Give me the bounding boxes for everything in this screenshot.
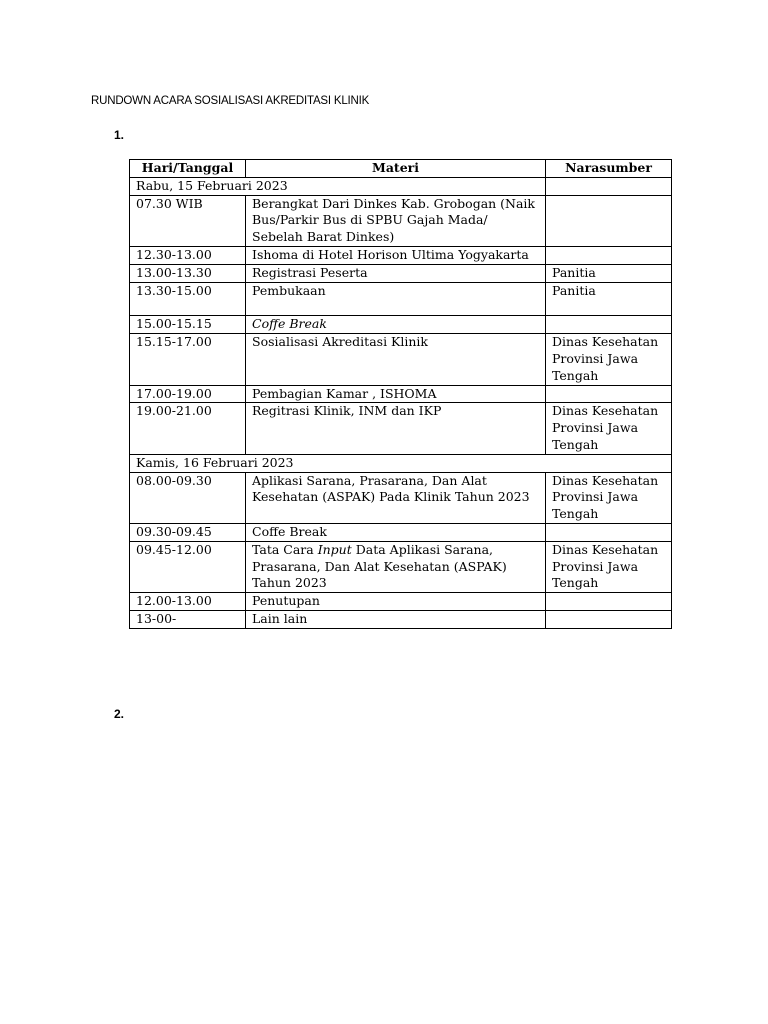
table-row (130, 403, 672, 454)
narasumber-cell: Dinas Kesehatan Provinsi Jawa Tengah (546, 334, 672, 385)
day-row (130, 454, 672, 472)
list-number-2: 2. (114, 707, 125, 721)
narasumber-cell: Panitia (546, 282, 672, 316)
day-label: Kamis, 16 Februari 2023 (130, 454, 672, 472)
materi-cell: Lain lain (246, 610, 546, 628)
time-cell: 17.00-19.00 (130, 385, 246, 403)
materi-italic-text: Input (317, 541, 352, 557)
table-row (130, 385, 672, 403)
materi-cell: Coffe Break (246, 316, 546, 334)
narasumber-cell (546, 385, 672, 403)
narasumber-cell (546, 195, 672, 246)
day-row (130, 177, 672, 195)
materi-cell: Berangkat Dari Dinkes Kab. Grobogan (Naik Bus/Parkir Bus di SPBU Gajah Mada/ Sebelah Barat Dinkes) (246, 195, 546, 246)
materi-cell: Pembagian Kamar , ISHOMA (246, 385, 546, 403)
time-cell: 09.45-12.00 (130, 541, 246, 592)
table-row (130, 282, 672, 316)
materi-cell: Coffe Break (246, 523, 546, 541)
list-number-1: 1. (114, 128, 125, 142)
materi-cell: Regitrasi Klinik, INM dan IKP (246, 403, 546, 454)
time-cell: 07.30 WIB (130, 195, 246, 246)
time-cell: 13.30-15.00 (130, 282, 246, 316)
time-cell: 12.00-13.00 (130, 593, 246, 611)
narasumber-cell (546, 316, 672, 334)
time-cell: 08.00-09.30 (130, 472, 246, 523)
materi-cell: Aplikasi Sarana, Prasarana, Dan Alat Kesehatan (ASPAK) Pada Klinik Tahun 2023 (246, 472, 546, 523)
table-row (130, 334, 672, 385)
narasumber-cell (546, 523, 672, 541)
materi-text: Data Aplikasi Sarana, Prasarana, Dan Alat Kesehatan (ASPAK) Tahun 2023 (252, 541, 507, 591)
narasumber-cell: Dinas Kesehatan Provinsi Jawa Tengah (546, 541, 672, 592)
time-cell: 12.30-13.00 (130, 246, 246, 264)
materi-cell: Ishoma di Hotel Horison Ultima Yogyakarta (246, 246, 546, 264)
table-row (130, 246, 672, 264)
narasumber-cell: Panitia (546, 264, 672, 282)
table-row (130, 264, 672, 282)
materi-cell (246, 541, 546, 592)
narasumber-cell (546, 610, 672, 628)
day-label: Rabu, 15 Februari 2023 (130, 177, 546, 195)
time-cell: 15.00-15.15 (130, 316, 246, 334)
materi-cell: Penutupan (246, 593, 546, 611)
header-hari-tanggal: Hari/Tanggal (130, 160, 246, 178)
document-title: RUNDOWN ACARA SOSIALISASI AKREDITASI KLINIK (91, 95, 370, 107)
materi-cell: Pembukaan (246, 282, 546, 316)
time-cell: 13-00- (130, 610, 246, 628)
table-row (130, 610, 672, 628)
narasumber-cell (546, 593, 672, 611)
time-cell: 13.00-13.30 (130, 264, 246, 282)
header-materi: Materi (246, 160, 546, 178)
time-cell: 15.15-17.00 (130, 334, 246, 385)
materi-cell: Sosialisasi Akreditasi Klinik (246, 334, 546, 385)
time-cell: 09.30-09.45 (130, 523, 246, 541)
narasumber-cell: Dinas Kesehatan Provinsi Jawa Tengah (546, 403, 672, 454)
table-row (130, 593, 672, 611)
time-cell: 19.00-21.00 (130, 403, 246, 454)
materi-cell: Registrasi Peserta (246, 264, 546, 282)
header-narasumber: Narasumber (546, 160, 672, 178)
narasumber-cell (546, 246, 672, 264)
materi-text: Tata Cara (252, 541, 318, 557)
table-row (130, 541, 672, 592)
table-row (130, 472, 672, 523)
table-header-row (130, 160, 672, 178)
table-row (130, 523, 672, 541)
table-row (130, 195, 672, 246)
rundown-table (129, 159, 672, 629)
table-row (130, 316, 672, 334)
day-narasumber-cell (546, 177, 672, 195)
narasumber-cell: Dinas Kesehatan Provinsi Jawa Tengah (546, 472, 672, 523)
